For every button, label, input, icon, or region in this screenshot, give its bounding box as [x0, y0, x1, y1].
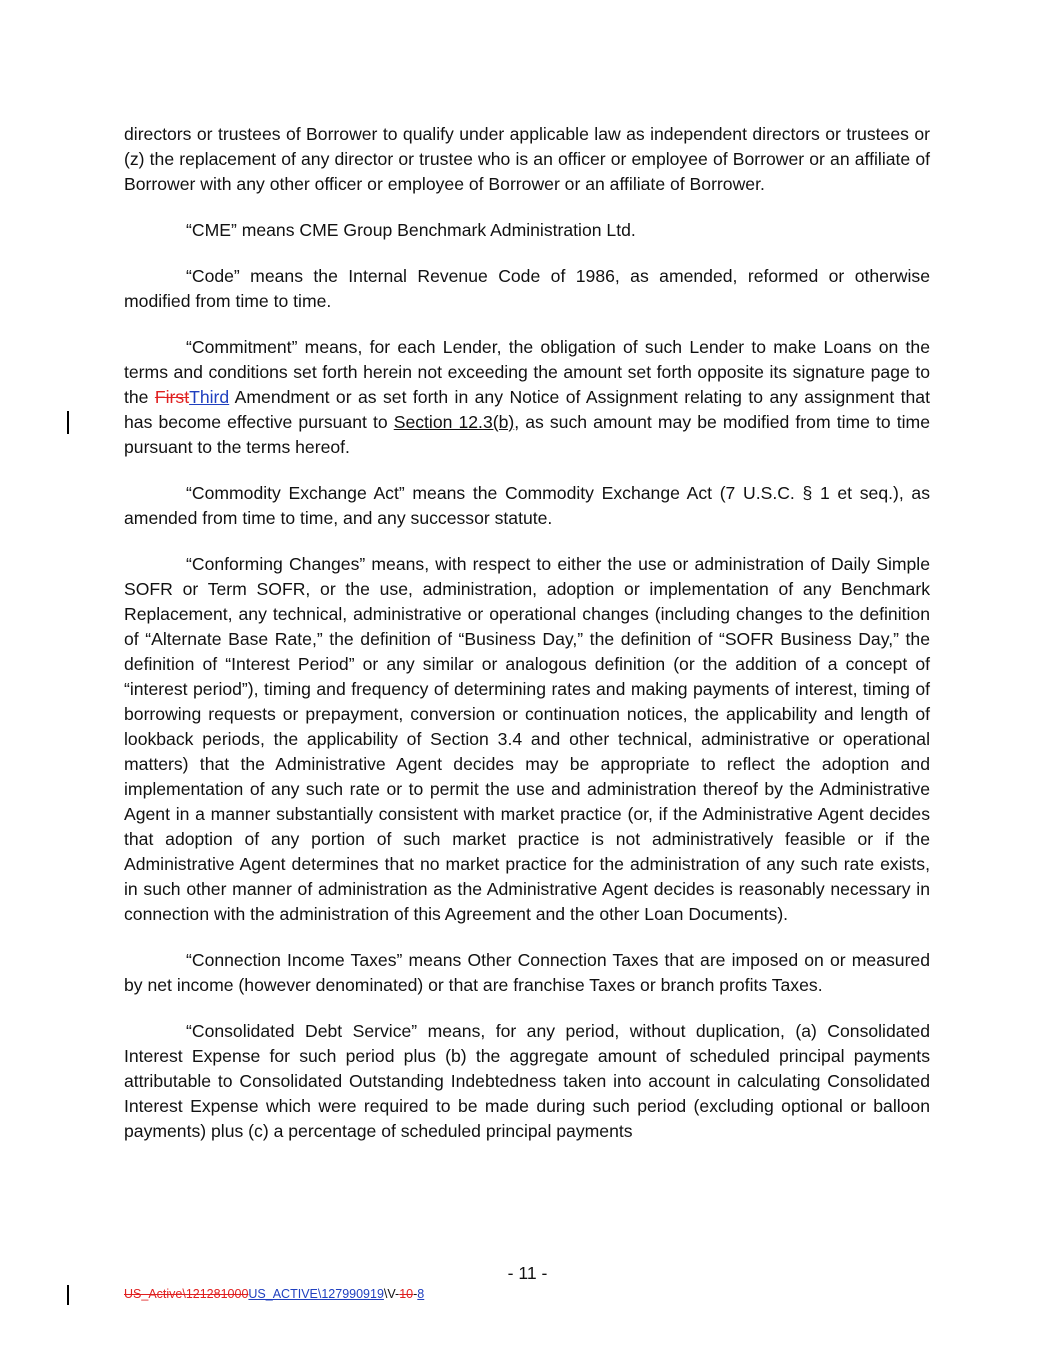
footer-inserted-version: 8: [417, 1287, 425, 1301]
definition-cme: “CME” means CME Group Benchmark Administration Ltd.: [186, 220, 636, 240]
footer-deleted-id: US_Active\121281000: [124, 1287, 249, 1301]
commitment-text-middle: Amendment or as set forth in any Notice of Assignment relating to any assignment that has become effective pursuant to: [124, 387, 930, 432]
definition-conforming-changes: “Conforming Changes” means, with respect to either the use or administration of Daily Simple SOFR or Term SOFR, or the use, administration, adoption or implementation of any Benchmark Replacement, any technical, administrative or operational changes (including changes to the definition of “Alternate Base Rate,” the definition of “Business Day,” the definition of “SOFR Business Day,” the definition of “Interest Period” or any similar or analogous definition (or the addition of a concept of “interest period”), timing and frequency of determining rates and making payments of interest, timing of borrowing requests or prepayment, conversion or continuation notices, the applicability and length of lookback periods, the applicability of Section 3.4 and other technical, administrative or operational matters) that the Administrative Agent decides may be appropriate to reflect the adoption and implementation of any such rate or to permit the use and administration thereof by the Administrative Agent in a manner substantially consistent with market practice (or, if the Administrative Agent decides that adoption of any portion of such market practice is not administratively feasible or if the Administrative Agent determines that no market practice for the administration of any such rate exists, in such other manner of administration as the Administrative Agent decides is reasonably necessary in connection with the administration of this Agreement and the other Loan Documents).: [124, 554, 930, 924]
footer-separator: -: [413, 1287, 418, 1301]
section-reference: Section 12.3(b): [393, 412, 515, 432]
document-body: [124, 122, 930, 1144]
commitment-text-after: , as such amount may be modified from time to time pursuant to the terms hereof.: [124, 412, 930, 457]
definition-connection-income-taxes: “Connection Income Taxes” means Other Connection Taxes that are imposed on or measured by net income (however denominated) or that are franchise Taxes or branch profits Taxes.: [124, 950, 930, 995]
deleted-text: First: [154, 387, 190, 407]
change-bar-commitment: [67, 411, 69, 434]
commitment-text-before: “Commitment” means, for each Lender, the obligation of such Lender to make Loans on the terms and conditions set forth herein not exceeding the amount set forth opposite its signature page to the: [124, 337, 930, 407]
footer-version-prefix: \V-: [383, 1287, 400, 1301]
definition-commitment: [124, 335, 930, 460]
footer-deleted-version: 10: [399, 1287, 414, 1301]
inserted-text: Third: [189, 387, 230, 407]
definition-consolidated-debt-service: “Consolidated Debt Service” means, for any period, without duplication, (a) Consolidated Interest Expense for such period plus (b) the aggregate amount of scheduled principal payments attributable to Consolidated Outstanding Indebtedness taken into account in calculating Consolidated Interest Expense which were required to be made during such period (excluding optional or balloon payments) plus (c) a percentage of scheduled principal payments: [124, 1021, 930, 1141]
document-footer-id: [124, 1287, 424, 1301]
definition-commodity-exchange-act: “Commodity Exchange Act” means the Commodity Exchange Act (7 U.S.C. § 1 et seq.), as amended from time to time, and any successor statute.: [124, 483, 930, 528]
change-bar-footer: [67, 1285, 69, 1305]
paragraph-continuation: directors or trustees of Borrower to qualify under applicable law as independent directors or trustees or (z) the replacement of any director or trustee who is an officer or employee of Borrower or an affiliate of Borrower with any other officer or employee of Borrower or an affiliate of Borrower.: [124, 124, 930, 194]
footer-inserted-id: US_ACTIVE\127990919: [248, 1287, 384, 1301]
definition-code: “Code” means the Internal Revenue Code of 1986, as amended, reformed or otherwise modified from time to time.: [124, 266, 930, 311]
page-number: - 11 -: [507, 1263, 548, 1283]
